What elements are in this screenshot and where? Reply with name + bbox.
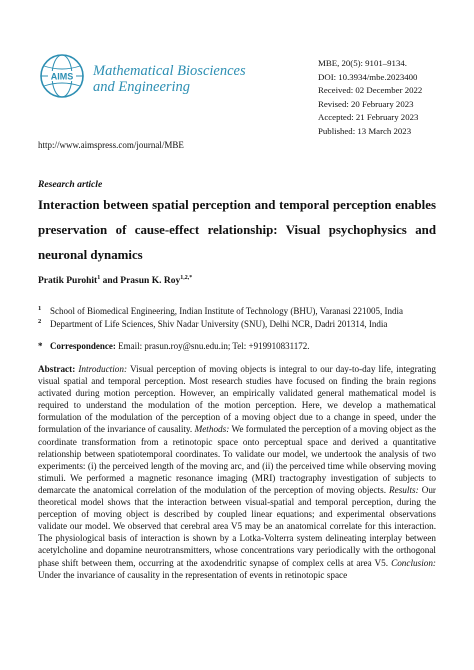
logo-text: AIMS [50, 71, 74, 82]
abstract-label: Abstract: [38, 364, 76, 374]
abstract-conclusion-text: Under the invariance of causality in the representation of events in retinotopic space [38, 569, 348, 580]
author-line [38, 275, 192, 286]
journal-name [93, 63, 273, 95]
journal-name-line1: Mathematical Biosciences [93, 63, 246, 79]
journal-name-line2: and Engineering [93, 79, 191, 95]
author-affiliation-mark: 1,2,* [180, 275, 193, 281]
author-conjunction: and [100, 276, 121, 287]
abstract-intro-text: Visual perception of moving objects is integral to our day-to-day life, integrating visual spatial and temporal perception. Most research studies have focused on finding the brain regions activated during motion perception. However, an empirically validated general mathematical model is required to understand the modulation of the motion perception. Here, we develop a mathematical formulation of the modulation of the perception of a moving object due to a change in speed, under the formulation of the invariance of causality. [38, 364, 436, 435]
article-metadata [318, 57, 468, 139]
affiliation-text: School of Biomedical Engineering, Indian Institute of Technology (BHU), Varanasi 221005, India [50, 306, 403, 316]
abstract-conclusion-label: Conclusion: [391, 557, 436, 568]
affiliation-text: Department of Life Sciences, Shiv Nadar University (SNU), Delhi NCR, Dadri 201314, India [50, 319, 388, 329]
correspondence [38, 341, 310, 351]
correspondence-star: * [38, 341, 43, 351]
meta-citation: MBE, 20(5): 9101–9134. [318, 58, 407, 68]
abstract [38, 363, 436, 581]
abstract-results-text: Our theoretical model shows that the interaction between visual-spatial and temporal perception, during the perception of moving object is described by coupled linear equations; and experimental observations validate our model. We observed that cerebral area V5 may be an anatomical correlate for this interaction. The physiological basis of interaction is shown by a Lotka-Volterra system delineating interplay between acetylcholine and dopamine neurotransmitters, whose concentrations vary periodically with the orthogonal phase shift between them, occurring at the axodendritic synapse of complex cells at area V5. [38, 484, 436, 568]
article-type: Research article [38, 179, 103, 190]
meta-doi: DOI: 10.3934/mbe.2023400 [318, 71, 418, 82]
abstract-intro-label: Introduction: [78, 364, 128, 374]
meta-received: Received: 02 December 2022 [318, 85, 423, 96]
meta-accepted: Accepted: 21 February 2023 [318, 112, 419, 123]
abstract-results-label: Results: [389, 484, 419, 495]
affiliation-number: 1 [38, 305, 42, 312]
affiliation-2 [38, 318, 387, 329]
author-name: Prasun K. Roy [120, 276, 181, 287]
author-affiliation-mark: 1 [97, 275, 101, 281]
journal-url[interactable]: http://www.aimspress.com/journal/MBE [38, 140, 184, 150]
abstract-methods-text: We formulated the perception of a moving object as the coordinate transformation from a retinotopic space onto perceptual space and derived a quantitative relationship between spatiotemporal coordinates. To validate our model, we undertook the analysis of two experiments: (i) the perceived length of the moving arc, and (ii) the perceived time while observing moving stimuli. We performed a magnetic resonance imaging (MRI) tractography investigation of subjects to demarcate the anatomical correlation of the modulation of the perception of moving objects. [38, 424, 436, 495]
meta-revised: Revised: 20 February 2023 [318, 98, 414, 109]
aims-globe-logo [38, 52, 86, 100]
meta-published: Published: 13 March 2023 [318, 125, 412, 136]
abstract-methods-label: Methods: [194, 424, 230, 435]
affiliation-1 [38, 305, 403, 316]
article-title: Interaction between spatial perception and temporal perception enables preservation of cause-effect relationship: Visual psychophysics and neuronal dynamics [38, 198, 436, 262]
correspondence-details[interactable]: Email: prasun.roy@snu.edu.in; Tel: +919910831172. [115, 341, 310, 351]
correspondence-label: Correspondence: [50, 341, 116, 351]
affiliation-number: 2 [38, 318, 42, 325]
author-name: Pratik Purohit [38, 276, 98, 287]
